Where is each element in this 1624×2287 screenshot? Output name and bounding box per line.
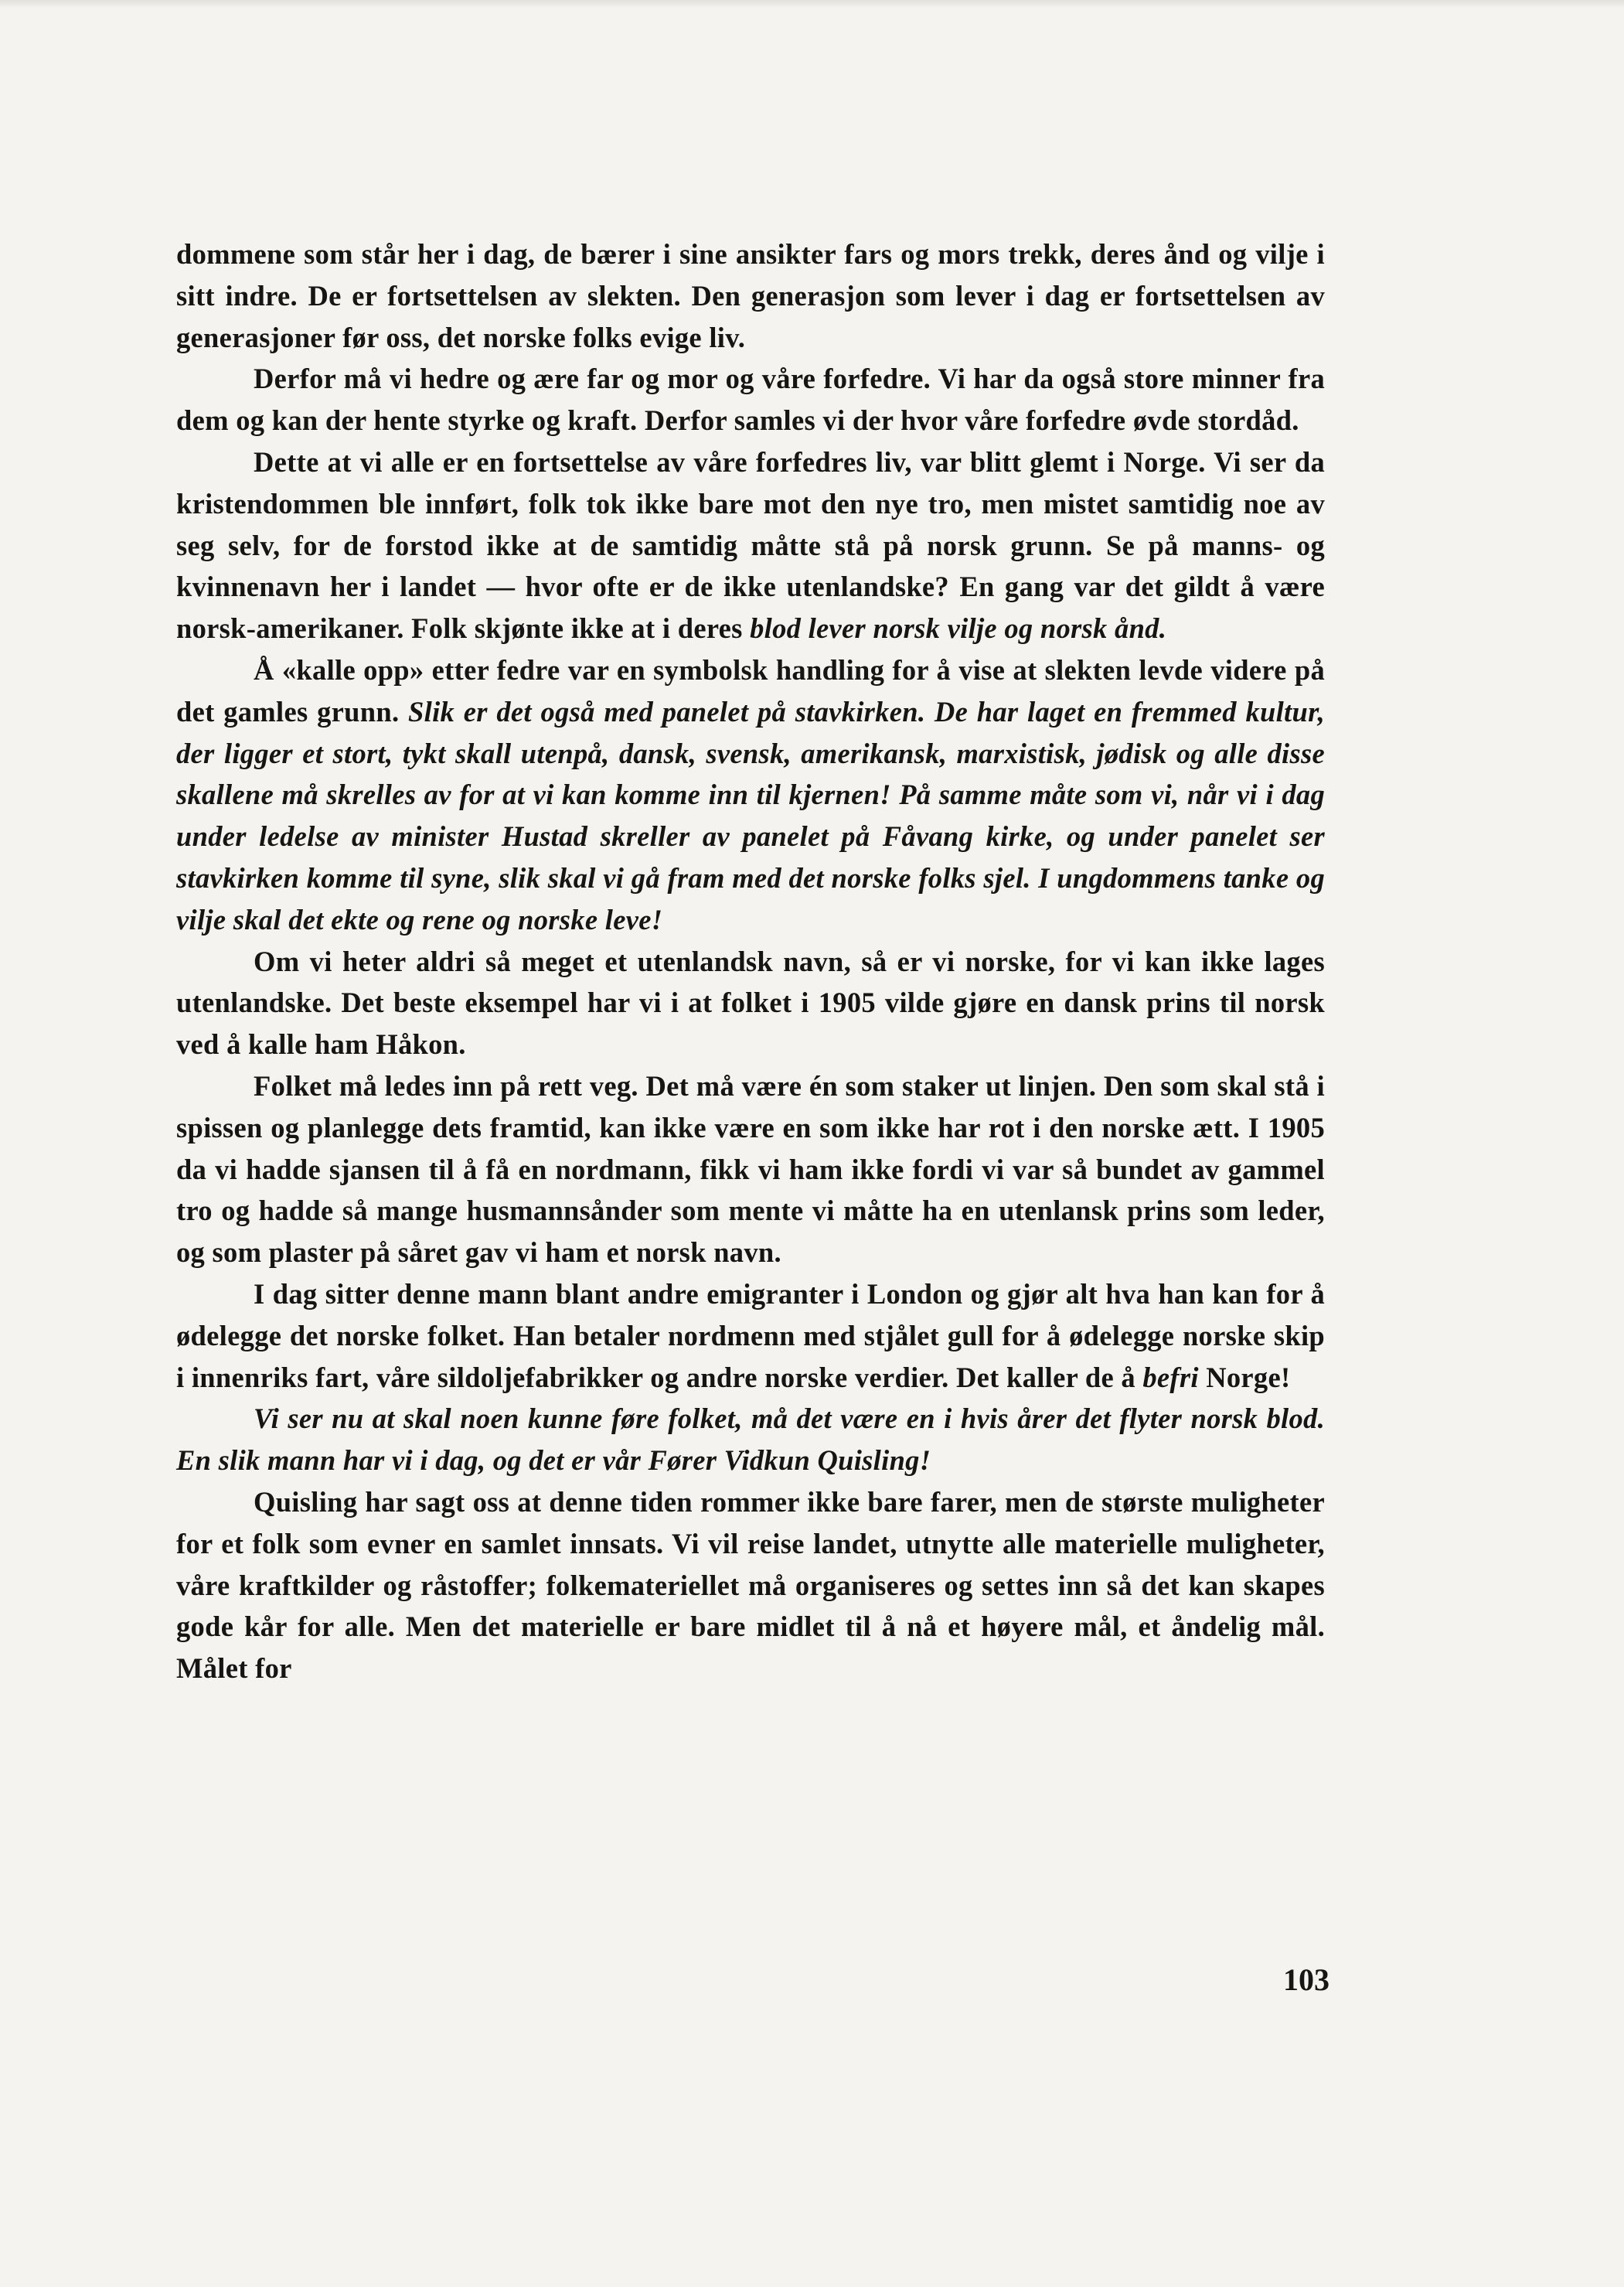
text-segment: Norge! <box>1198 1361 1291 1393</box>
text-segment: Å «kalle opp» etter fedre var en symbolsk handling for å vise at slekten levde videre på det gamles grunn. <box>176 653 1325 728</box>
page-top-edge <box>0 0 1624 8</box>
paragraph <box>176 1398 1325 1481</box>
text-segment: Dette at vi alle er en fortsettelse av våre forfedres liv, var blitt glemt i Norge. Vi ser da kristendommen ble innført, folk tok ikke bare mot den nye tro, men mistet samtidig noe av seg selv, for de forstod ikke at de samtidig måtte stå på norsk grunn. Se på manns- og kvinnenavn her i landet — hvor ofte er de ikke utenlandske? En gang var det gildt å være norsk-amerikaner. Folk skjønte ikke at i deres <box>176 445 1325 645</box>
paragraph <box>176 941 1325 1065</box>
paragraph <box>176 233 1325 358</box>
page-number: 103 <box>1283 1962 1330 1997</box>
paragraph <box>176 1273 1325 1398</box>
paragraph <box>176 649 1325 941</box>
paragraph <box>176 1065 1325 1273</box>
italic-segment: befri <box>1142 1361 1199 1393</box>
paragraph <box>176 1481 1325 1689</box>
body-text <box>176 233 1325 1689</box>
paragraph <box>176 358 1325 441</box>
text-segment: dommene som står her i dag, de bærer i sine ansikter fars og mors trekk, deres ånd og vilje i sitt indre. De er fortsettelsen av slekten. Den generasjon som lever i dag er fortsettelsen av generasjoner før oss, det norske folks evige liv. <box>176 238 1325 353</box>
italic-segment: blod lever norsk vilje og norsk ånd. <box>750 612 1167 645</box>
italic-segment: Vi ser nu at skal noen kunne føre folket, må det være en i hvis årer det flyter norsk blod. En slik mann har vi i dag, og det er vår Fører Vidkun Quisling! <box>176 1403 1325 1477</box>
italic-segment: Slik er det også med panelet på stavkirken. De har laget en fremmed kultur, der ligger et stort, tykt skall utenpå, dansk, svensk, amerikansk, marxistisk, jødisk og alle disse skallene må skrelles av for at vi kan komme inn til kjernen! På samme måte som vi, når vi i dag under ledelse av minister Hustad skreller av panelet på Fåvang kirke, og under panelet ser stavkirken komme til syne, slik skal vi gå fram med det norske folks sjel. I ungdommens tanke og vilje skal det ekte og rene og norske leve! <box>176 695 1325 936</box>
text-segment: I dag sitter denne mann blant andre emigranter i London og gjør alt hva han kan for å ødelegge det norske folket. Han betaler nordmenn med stjålet gull for å ødelegge norske skip i innenriks fart, våre sildoljefabrikker og andre norske verdier. Det kaller de å <box>176 1277 1325 1393</box>
paragraph <box>176 441 1325 649</box>
text-segment: Om vi heter aldri så meget et utenlandsk navn, så er vi norske, for vi kan ikke lages utenlandske. Det beste eksempel har vi i at folket i 1905 vilde gjøre en dansk prins til norsk ved å kalle ham Håkon. <box>176 945 1325 1061</box>
text-segment: Derfor må vi hedre og ære far og mor og våre forfedre. Vi har da også store minner fra dem og kan der hente styrke og kraft. Derfor samles vi der hvor våre forfedre øvde stordåd. <box>176 363 1325 437</box>
text-segment: Quisling har sagt oss at denne tiden rommer ikke bare farer, men de største muligheter for et folk som evner en samlet innsats. Vi vil reise landet, utnytte alle materielle muligheter, våre kraftkilder og råstoffer; folkemateriellet må organiseres og settes inn så det kan skapes gode kår for alle. Men det materielle er bare midlet til å nå et høyere mål, et åndelig mål. Målet for <box>176 1485 1325 1685</box>
text-segment: Folket må ledes inn på rett veg. Det må være én som staker ut linjen. Den som skal stå i spissen og planlegge dets framtid, kan ikke være en som ikke har rot i den norske ætt. I 1905 da vi hadde sjansen til å få en nordmann, fikk vi ham ikke fordi vi var så bundet av gammel tro og hadde så mange husmannsånder som mente vi måtte ha en utenlansk prins som leder, og som plaster på såret gav vi ham et norsk navn. <box>176 1069 1325 1269</box>
